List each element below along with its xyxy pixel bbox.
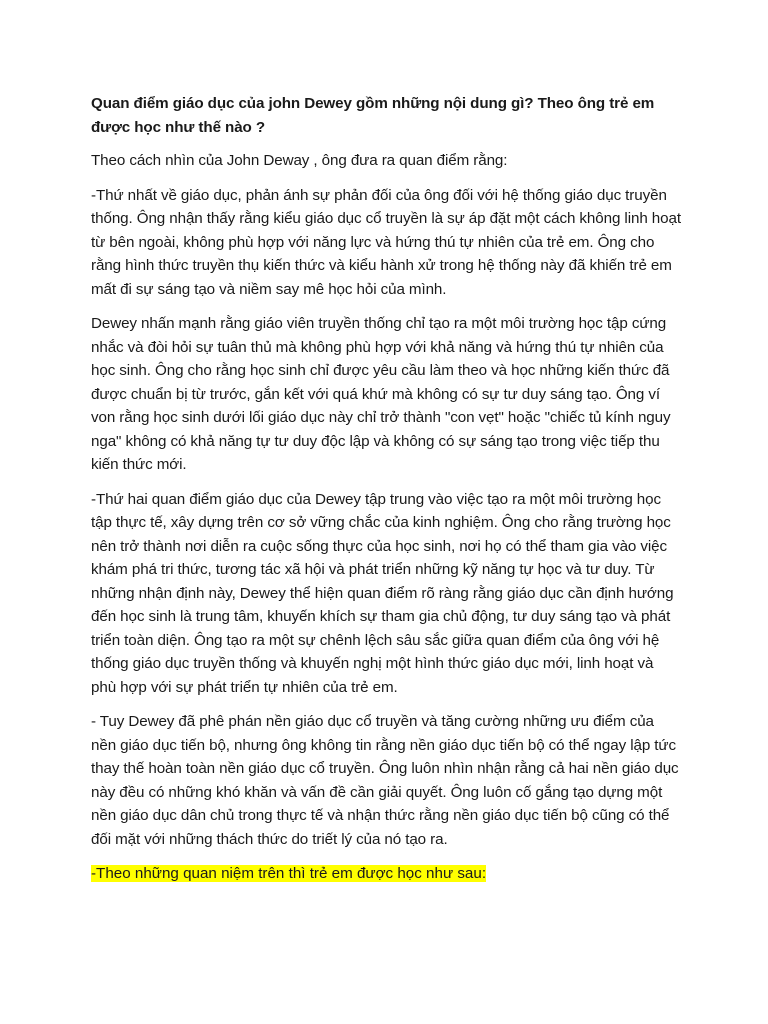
highlighted-paragraph: [91, 862, 681, 886]
paragraph-third-point: - Tuy Dewey đã phê phán nền giáo dục cổ truyền và tăng cường những ưu điểm của nền giáo dục tiến bộ, nhưng ông không tin rằng nền giáo dục tiến bộ có thể ngay lập tức thay thế hoàn toàn nền giáo dục cổ truyền. Ông luôn nhìn nhận rằng cả hai nền giáo dục này đều có những khó khăn và vấn đề cần giải quyết. Ông luôn cố gắng tạo dựng một nền giáo dục dân chủ trong thực tế và nhận thức rằng nền giáo dục tiến bộ cũng có thể đối mặt với những thách thức do triết lý của nó tạo ra.: [91, 713, 679, 848]
document-page: [91, 92, 681, 886]
paragraph-dewey-emphasis: Dewey nhấn mạnh rằng giáo viên truyền thống chỉ tạo ra một môi trường học tập cứng nhắc và đòi hỏi sự tuân thủ mà không phù hợp với khả năng và hứng thú tự nhiên của học sinh. Ông cho rằng học sinh chỉ được yêu cầu làm theo và học những kiến thức đã được chuẩn bị từ trước, gắn kết với quá khứ mà không có sự tư duy sáng tạo. Ông ví von rằng học sinh dưới lối giáo dục này chỉ trở thành "con vẹt" hoặc "chiếc tủ kính nguy nga" không có khả năng tự tư duy độc lập và không có sự sáng tạo trong việc tiếp thu kiến thức mới.: [91, 315, 671, 473]
paragraph-intro: Theo cách nhìn của John Deway , ông đưa ra quan điểm rằng:: [91, 152, 508, 169]
highlighted-text: -Theo những quan niệm trên thì trẻ em được học như sau:: [91, 865, 487, 882]
paragraph-first-point: -Thứ nhất về giáo dục, phản ánh sự phản đối của ông đối với hệ thống giáo dục truyền thống. Ông nhận thấy rằng kiểu giáo dục cổ truyền là sự áp đặt một cách không linh hoạt từ bên ngoài, không phù hợp với năng lực và hứng thú tự nhiên của trẻ em. Ông cho rằng hình thức truyền thụ kiến thức và kiểu hành xử trong hệ thống này đã khiến trẻ em mất đi sự sáng tạo và niềm say mê học hỏi của mình.: [91, 186, 681, 298]
document-title: Quan điểm giáo dục của john Dewey gồm những nội dung gì? Theo ông trẻ em được học như thế nào ?: [91, 95, 655, 136]
paragraph-second-point: -Thứ hai quan điểm giáo dục của Dewey tập trung vào việc tạo ra một môi trường học tập thực tế, xây dựng trên cơ sở vững chắc của kinh nghiệm. Ông cho rằng trường học nên trở thành nơi diễn ra cuộc sống thực của học sinh, nơi họ có thể tham gia vào việc khám phá tri thức, tương tác xã hội và phát triển những kỹ năng tự học và tư duy. Từ những nhận định này, Dewey thể hiện quan điểm rõ ràng rằng giáo dục cần định hướng đến học sinh là trung tâm, khuyến khích sự tham gia chủ động, tư duy sáng tạo và phát triển toàn diện. Ông tạo ra một sự chênh lệch sâu sắc giữa quan điểm của ông với hệ thống giáo dục truyền thống và khuyến nghị một hình thức giáo dục mới, linh hoạt và phù hợp với sự phát triển tự nhiên của trẻ em.: [91, 490, 674, 696]
